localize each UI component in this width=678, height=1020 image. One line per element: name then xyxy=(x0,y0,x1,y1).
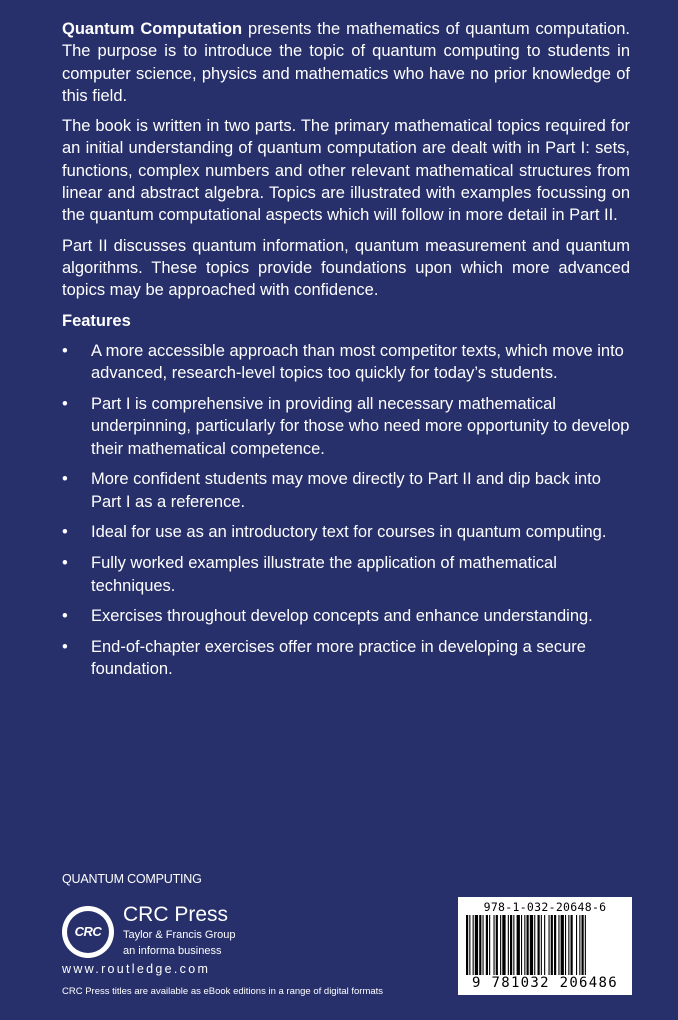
barcode-bar xyxy=(517,915,520,975)
publisher-name: CRC Press xyxy=(123,903,229,926)
barcode-bar xyxy=(510,915,512,975)
intro-paragraph xyxy=(62,18,630,107)
barcode-bar xyxy=(561,915,564,975)
bullet-icon: • xyxy=(62,523,68,542)
ebook-note: CRC Press titles are available as eBook editions in a range of digital formats xyxy=(62,986,384,997)
barcode-bar xyxy=(565,915,566,975)
feature-item: • More confident students may move directly to Part II and dip back into Part I as a reference. xyxy=(62,470,601,511)
barcode-bar xyxy=(479,915,481,975)
crc-logo-text: CRC xyxy=(67,911,109,953)
barcode-bar xyxy=(521,915,522,975)
isbn-number: 978-1-032-20648-6 xyxy=(483,900,607,914)
barcode-bar xyxy=(513,915,514,975)
barcode-bar xyxy=(554,915,556,975)
barcode-bar xyxy=(475,915,478,975)
barcode-bar xyxy=(551,915,553,975)
barcode-bar xyxy=(571,915,573,975)
feature-item: • End-of-chapter exercises offer more practice in developing a secure foundation. xyxy=(62,638,586,679)
barcode-bar xyxy=(579,915,580,975)
barcode-bar xyxy=(582,915,584,975)
barcode-bar xyxy=(500,915,501,975)
barcode-bar xyxy=(585,915,586,975)
barcode-bars-icon xyxy=(466,915,624,975)
barcode-bar xyxy=(544,915,545,975)
barcode-bar xyxy=(538,915,540,975)
barcode-bar xyxy=(494,915,495,975)
feature-item: • Ideal for use as an introductory text for courses in quantum computing. xyxy=(62,521,630,543)
isbn-barcode xyxy=(458,897,632,995)
barcode-bar xyxy=(524,915,525,975)
barcode-bar xyxy=(473,915,474,975)
barcode-digits: 9 781032 206486 xyxy=(472,975,618,991)
feature-item: • A more accessible approach than most competitor texts, which move into advanced, research-level topics too quickly for today’s students. xyxy=(62,341,624,383)
feature-item: • Exercises throughout develop concepts and enhance understanding. xyxy=(62,605,630,627)
barcode-bar xyxy=(541,915,542,975)
book-title: Quantum Computation xyxy=(62,20,243,38)
bullet-icon: • xyxy=(62,341,68,360)
bullet-icon: • xyxy=(62,470,68,489)
barcode-bar xyxy=(530,915,533,975)
feature-item: • Part I is comprehensive in providing all necessary mathematical underpinning, particularly for those who need more opportunity to develop their mathematical competence. xyxy=(62,394,630,458)
part-two-paragraph: Part II discusses quantum information, quantum measurement and quantum algorithms. These topics provide foundations upon which more advanced topics may be approached with confidence. xyxy=(62,236,630,300)
publisher-business: an informa business xyxy=(123,945,222,957)
barcode-bar xyxy=(502,915,505,975)
barcode-bar xyxy=(483,915,484,975)
barcode-bar xyxy=(489,915,490,975)
back-cover-text xyxy=(62,18,630,689)
barcode-bar xyxy=(496,915,498,975)
barcode-bar xyxy=(486,915,488,975)
features-heading: Features xyxy=(62,311,131,330)
barcode-bar xyxy=(466,915,468,975)
barcode-bar xyxy=(508,915,509,975)
intro-text: presents the mathematics of quantum computation. The purpose is to introduce the topic of quantum computing to students in computer science, physics and mathematics who have no prior knowledge of this field. xyxy=(62,20,631,105)
features-list xyxy=(62,340,630,681)
parts-paragraph: The book is written in two parts. The primary mathematical topics required for an initial understanding of quantum computation are dealt with in Part I: sets, functions, complex numbers and other relevant mathematical structures from linear and abstract algebra. Topics are illustrated with examples focussing on the quantum computational aspects which will follow in more detail in Part II. xyxy=(62,117,630,225)
barcode-bar xyxy=(576,915,577,975)
crc-logo-icon xyxy=(62,906,114,958)
barcode-bar xyxy=(568,915,569,975)
publisher-group: Taylor & Francis Group xyxy=(123,929,236,941)
barcode-bar xyxy=(549,915,550,975)
bullet-icon: • xyxy=(62,394,68,413)
subject-category: QUANTUM COMPUTING xyxy=(62,872,202,886)
bullet-icon: • xyxy=(62,638,68,657)
bullet-icon: • xyxy=(62,554,68,573)
barcode-bar xyxy=(469,915,470,975)
website-url: www.routledge.com xyxy=(62,962,211,976)
barcode-bar xyxy=(558,915,559,975)
barcode-bar xyxy=(534,915,535,975)
bullet-icon: • xyxy=(62,607,68,626)
feature-item: • Fully worked examples illustrate the application of mathematical techniques. xyxy=(62,554,557,595)
barcode-bar xyxy=(527,915,529,975)
